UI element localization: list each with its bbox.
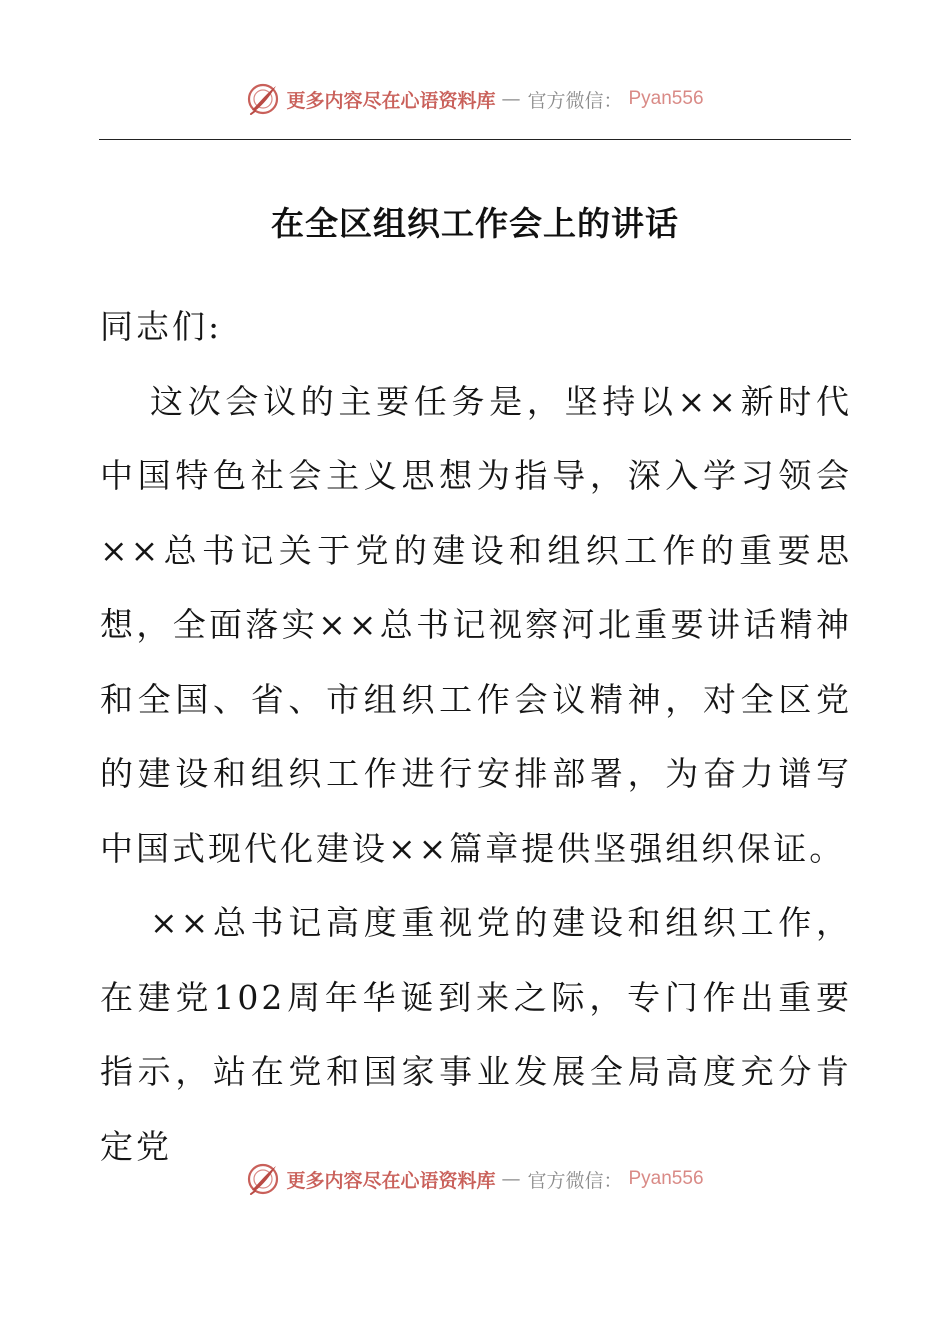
watermark-contact-id: Pyan556 xyxy=(628,1168,704,1189)
watermark-site-text: 更多内容尽在心语资料库 xyxy=(286,1169,496,1192)
paragraph-2: ××总书记高度重视党的建设和组织工作，在建党102周年华诞到来之际，专门作出重要指示，站在党和国家事业发展全局高度充分肯定党 xyxy=(100,903,852,1166)
quill-logo-icon xyxy=(246,1162,280,1196)
quill-logo-icon xyxy=(246,82,280,116)
footer-watermark xyxy=(0,1162,950,1196)
watermark-contact-label: 官方微信： xyxy=(527,89,623,112)
watermark-separator: — xyxy=(501,1168,522,1190)
header-watermark xyxy=(0,82,950,116)
watermark-contact-label: 官方微信： xyxy=(527,1169,623,1192)
watermark-separator: — xyxy=(501,88,522,110)
document-title: 在全区组织工作会上的讲话 xyxy=(271,204,679,243)
header-divider xyxy=(99,139,851,140)
paragraph-1: 这次会议的主要任务是，坚持以××新时代中国特色社会主义思想为指导，深入学习领会××总书记关于党的建设和组织工作的重要思想，全面落实××总书记视察河北重要讲话精神和全国、省、市组织工作会议精神，对全区党的建设和组织工作进行安排部署，为奋力谱写中国式现代化建设××篇章提供坚强组织保证。 xyxy=(100,381,852,868)
document-body xyxy=(100,290,852,1184)
watermark-contact-id: Pyan556 xyxy=(628,88,704,109)
salutation: 同志们: xyxy=(100,307,223,346)
watermark-site-text: 更多内容尽在心语资料库 xyxy=(286,89,496,112)
